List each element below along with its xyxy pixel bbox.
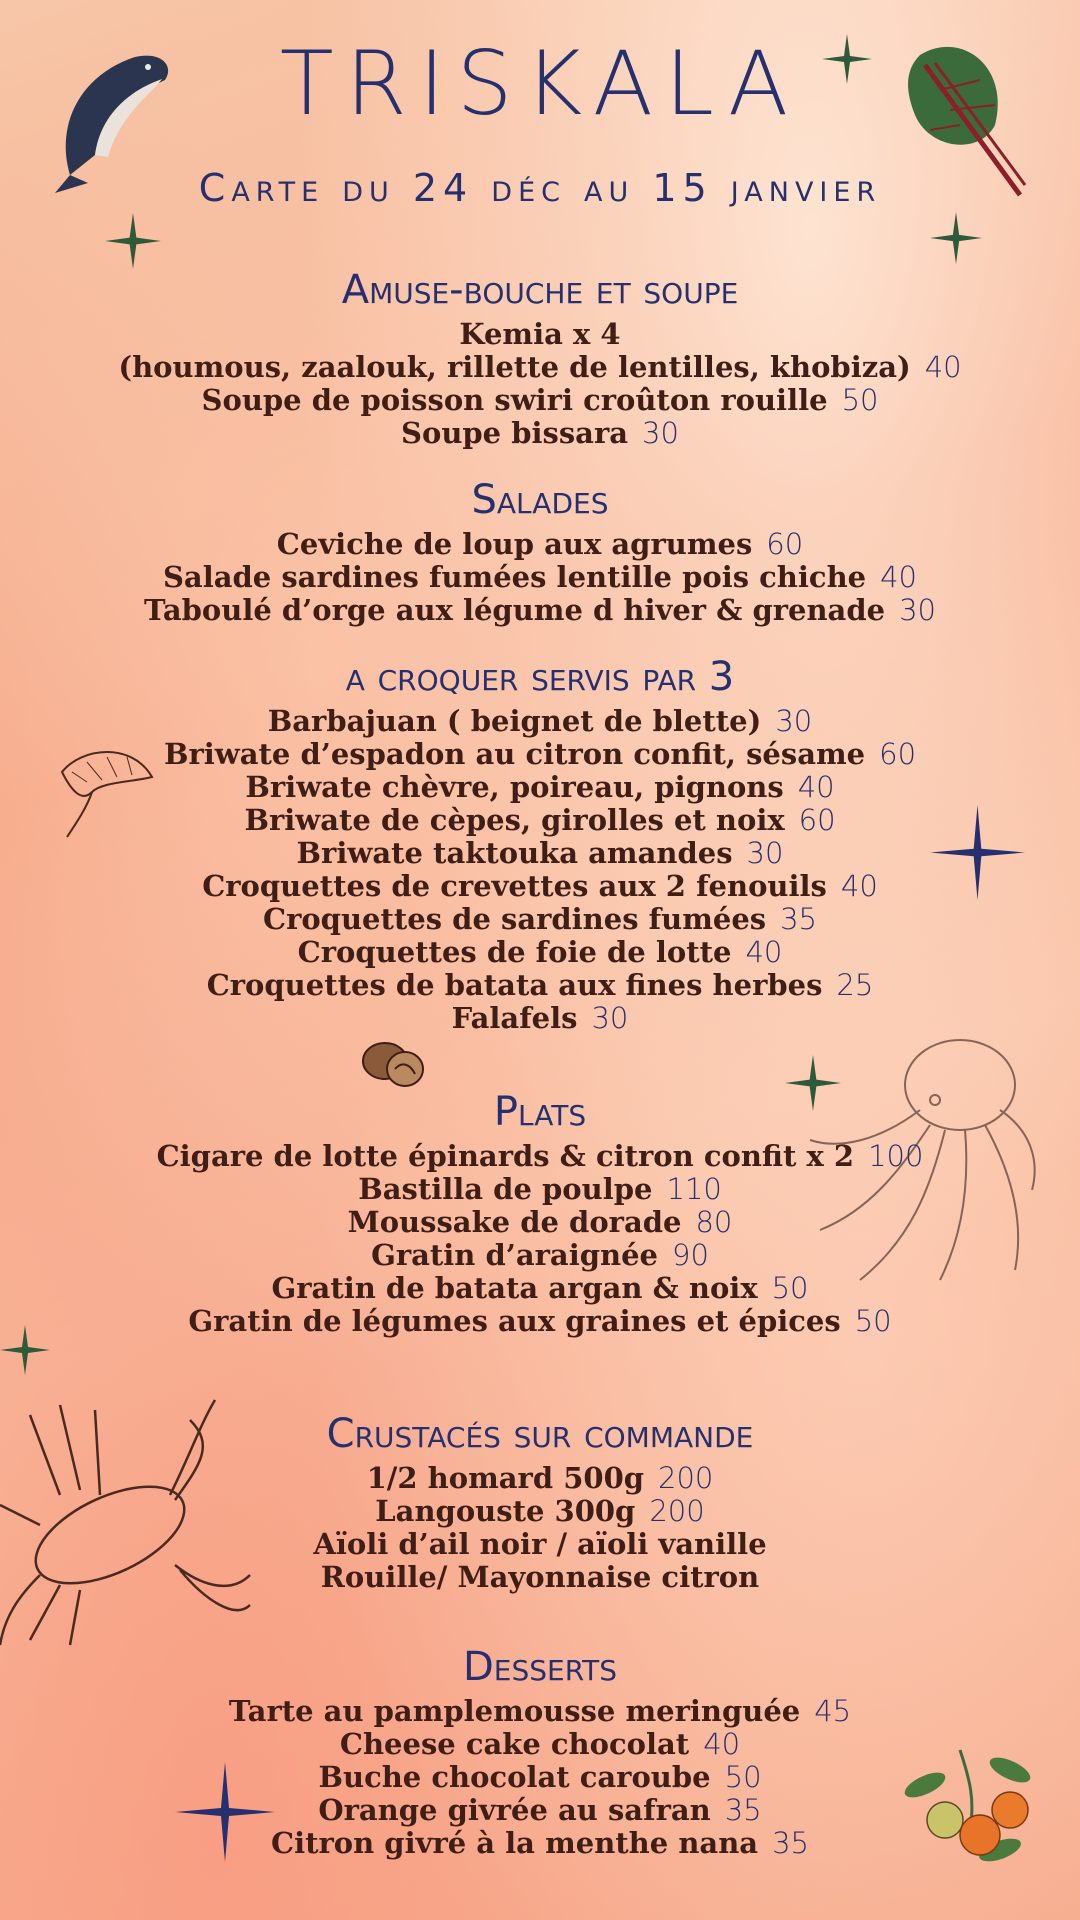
menu-item [0,1495,1080,1528]
menu-item [0,351,1080,384]
section-title: a croquer servis par 3 [345,654,735,700]
sauce-option: Aïoli d’ail noir / aïoli vanille [313,1527,767,1561]
item-price: 50 [841,383,879,417]
menu-item [0,1462,1080,1495]
item-name: Gratin de légumes aux graines et épices [188,1304,841,1338]
item-price: 60 [879,737,917,771]
item-name: 1/2 homard 500g [366,1461,645,1495]
item-price: 110 [666,1172,722,1206]
item-price: 50 [771,1271,809,1305]
section-crustaces [0,1412,1080,1594]
item-price: 100 [868,1139,924,1173]
item-price: 30 [899,593,936,627]
item-name: Langouste 300g [375,1494,636,1528]
item-name: Croquettes de crevettes aux 2 fenouils [202,869,827,903]
menu-item [0,837,1080,870]
item-name: Tarte au pamplemousse meringuée [228,1694,801,1728]
walnut-illustration [360,1036,430,1091]
item-name: Cheese cake chocolat [339,1727,690,1761]
menu-item [0,705,1080,738]
item-price: 30 [775,704,813,738]
item-price: 40 [840,869,878,903]
item-name: Salade sardines fumées lentille pois chiche [162,560,867,594]
item-price: 30 [746,836,784,870]
item-name: Briwate taktouka amandes [296,836,733,870]
item-name: Soupe bissara [401,416,629,450]
item-price: 40 [880,560,918,594]
item-price: 35 [780,902,818,936]
item-name: Gratin d’araignée [371,1238,659,1272]
section-title: Desserts [462,1644,618,1690]
menu-item [0,1173,1080,1206]
item-name: Briwate de cèpes, girolles et noix [244,803,785,837]
item-price: 90 [672,1238,709,1272]
menu-item [0,1728,1080,1761]
item-name: Soupe de poisson swiri croûton rouille [201,383,828,417]
item-price: 35 [772,1826,809,1860]
menu-item [0,1206,1080,1239]
section-a-croquer [0,655,1080,1035]
item-name: (houmous, zaalouk, rillette de lentilles, khobiza) [118,350,911,384]
menu-item [0,594,1080,627]
section-amuse-bouche [0,268,1080,450]
item-price: 30 [642,416,679,450]
item-name: Croquettes de foie de lotte [297,935,732,969]
menu-item [0,1827,1080,1860]
item-price: 200 [658,1461,714,1495]
item-name: Barbajuan ( beignet de blette) [267,704,762,738]
item-name: Citron givré à la menthe nana [271,1826,759,1860]
section-title: Plats [493,1089,587,1135]
menu-item [0,1272,1080,1305]
menu-item-intro: Kemia x 4 [459,317,621,351]
item-price: 80 [695,1205,733,1239]
section-plats [0,1090,1080,1338]
sauce-option: Rouille/ Mayonnaise citron [320,1560,760,1594]
sparkle-star [930,212,982,264]
item-name: Gratin de batata argan & noix [271,1271,758,1305]
restaurant-logo-title: TRISKALA [279,32,801,135]
menu-item [0,771,1080,804]
item-price: 60 [798,803,836,837]
menu-item [0,804,1080,837]
item-name: Orange givrée au safran [318,1793,711,1827]
menu-item [0,1305,1080,1338]
item-name: Croquettes de batata aux fines herbes [206,968,823,1002]
menu-date-subtitle: Carte du 24 déc au 15 janvier [198,166,882,210]
item-price: 40 [924,350,962,384]
item-price: 60 [766,527,804,561]
section-title: Salades [471,477,609,523]
item-price: 30 [591,1001,629,1035]
item-price: 200 [649,1494,705,1528]
section-title: Amuse-bouche et soupe [341,267,739,313]
menu-item [0,528,1080,561]
item-name: Briwate chèvre, poireau, pignons [245,770,784,804]
item-name: Buche chocolat caroube [318,1760,711,1794]
item-name: Croquettes de sardines fumées [262,902,767,936]
item-name: Bastilla de poulpe [358,1172,653,1206]
item-price: 50 [724,1760,762,1794]
section-title: Crustacés sur commande [326,1411,754,1457]
menu-item [0,1140,1080,1173]
sparkle-star [105,213,161,269]
item-name: Briwate d’espadon au citron confit, sésame [163,737,866,771]
item-price: 40 [703,1727,741,1761]
menu-item [0,1794,1080,1827]
section-desserts [0,1645,1080,1860]
menu-item [0,1761,1080,1794]
item-price: 40 [745,935,783,969]
item-price: 35 [724,1793,762,1827]
menu-item [0,1239,1080,1272]
item-name: Moussake de dorade [347,1205,682,1239]
item-name: Taboulé d’orge aux légume d hiver & grenade [144,593,886,627]
menu-item [0,738,1080,771]
item-name: Cigare de lotte épinards & citron confit x 2 [156,1139,855,1173]
menu-item [0,417,1080,450]
menu-item [0,1002,1080,1035]
menu-item [0,384,1080,417]
item-price: 25 [836,968,874,1002]
menu-item [0,561,1080,594]
menu-item [0,903,1080,936]
item-name: Ceviche de loup aux agrumes [276,527,753,561]
menu-item [0,870,1080,903]
item-price: 45 [814,1694,852,1728]
item-price: 40 [797,770,835,804]
menu-item [0,936,1080,969]
item-name: Falafels [451,1001,578,1035]
section-salades [0,478,1080,627]
menu-item [0,1695,1080,1728]
item-price: 50 [854,1304,892,1338]
menu-item [0,969,1080,1002]
